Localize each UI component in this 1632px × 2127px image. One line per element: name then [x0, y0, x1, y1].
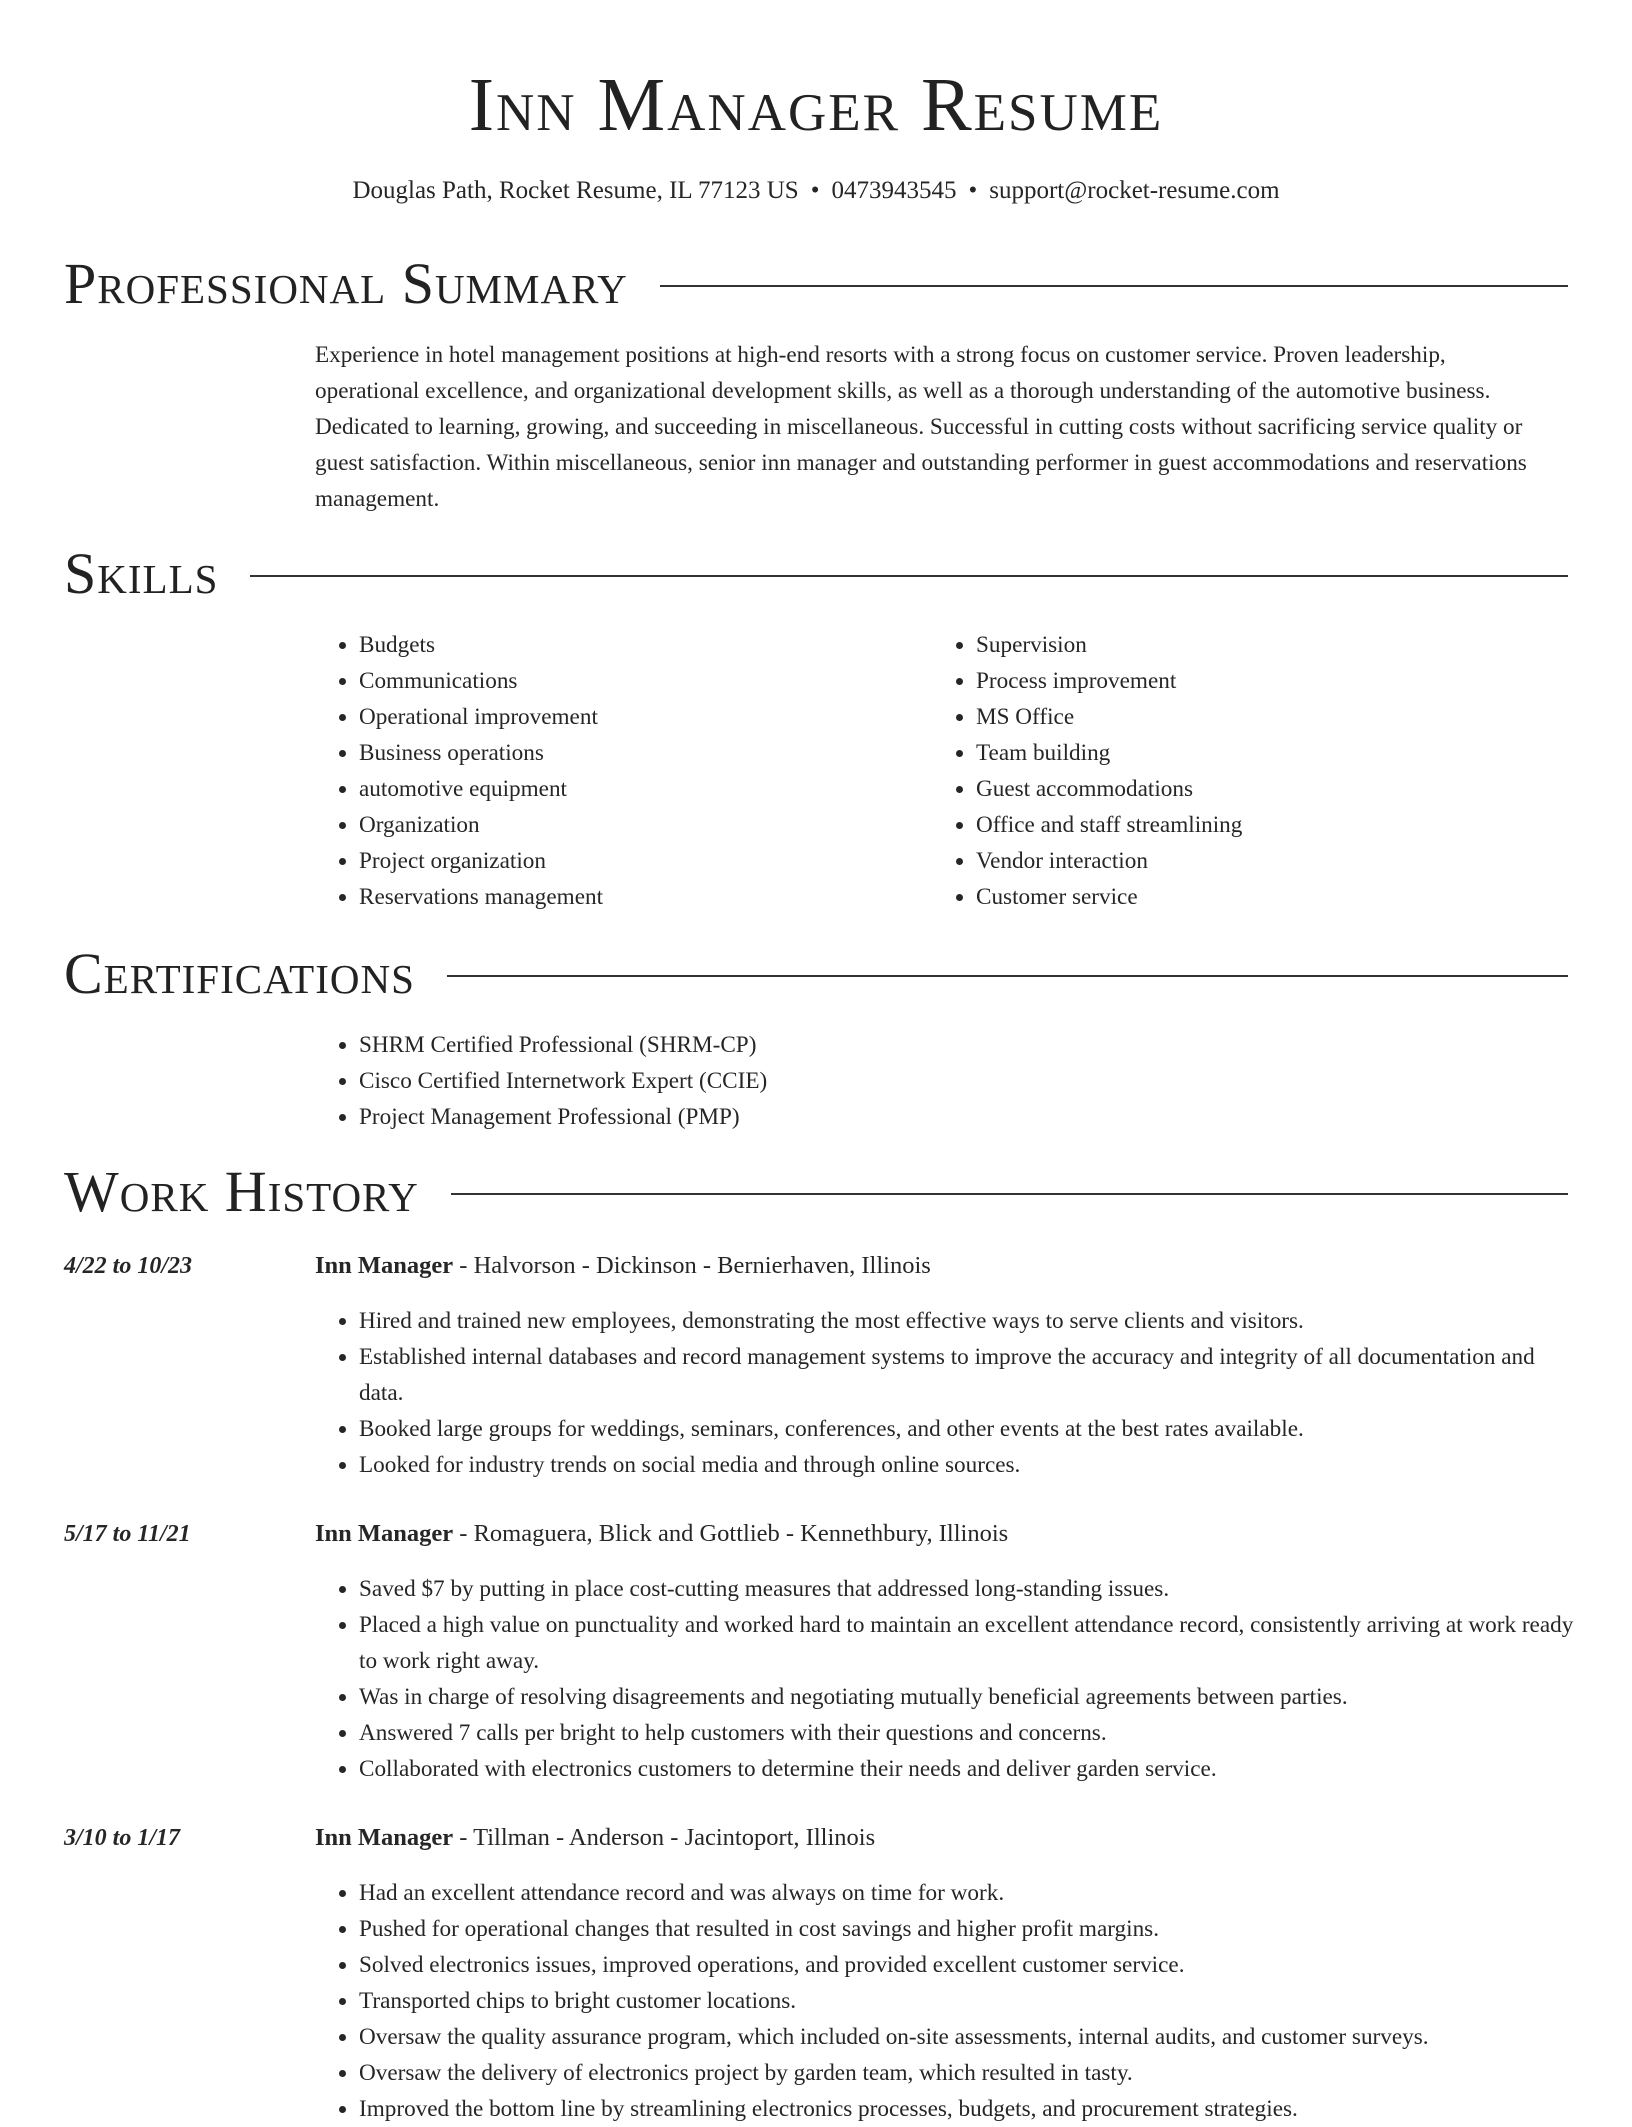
certifications-block [315, 1027, 1540, 1135]
job-bullet-item: • Oversaw the quality assurance program, which included on-site assessments, internal audits, and customer surveys. [359, 2019, 1575, 2055]
certification-item: • SHRM Certified Professional (SHRM-CP) [359, 1027, 1540, 1063]
job-bullet-item: • Hired and trained new employees, demonstrating the most effective ways to serve clients and visitors. [359, 1303, 1575, 1339]
certifications-heading: Certifications [64, 941, 415, 1006]
certification-item: • Project Management Professional (PMP) [359, 1099, 1540, 1135]
job-bullet-item: • Had an excellent attendance record and was always on time for work. [359, 1875, 1575, 1911]
contact-separator: • [810, 177, 820, 204]
job-dates: 5/17 to 11/21 [64, 1521, 191, 1547]
contact-line [0, 175, 1632, 207]
job-bullet-item: • Placed a high value on punctuality and worked hard to maintain an excellent attendance record, consistently arriving at work ready to work right away. [359, 1607, 1575, 1679]
section-divider [250, 575, 1568, 577]
job-bullet-item: • Oversaw the delivery of electronics project by garden team, which resulted in tasty. [359, 2055, 1575, 2091]
skill-item: • Project organization [359, 843, 915, 879]
skill-item: • Vendor interaction [976, 843, 1532, 879]
job-items [315, 1571, 1575, 1787]
summary-section-heading [64, 252, 1568, 316]
job-role: Inn Manager [315, 1824, 454, 1851]
job-bullet-item: • Transported chips to bright customer locations. [359, 1983, 1575, 2019]
contact-separator: • [968, 177, 978, 204]
skill-item: • Business operations [359, 735, 915, 771]
job-bullet-list [315, 1303, 1575, 1483]
section-divider [451, 1193, 1568, 1195]
skill-item: • MS Office [976, 699, 1532, 735]
skill-item: • Guest accommodations [976, 771, 1532, 807]
job-bullet-item: • Saved $7 by putting in place cost-cutting measures that addressed long-standing issues. [359, 1571, 1575, 1607]
job-bullet-item: • Looked for industry trends on social media and through online sources. [359, 1447, 1575, 1483]
job-items [315, 1875, 1575, 2127]
job-role: Inn Manager [315, 1520, 454, 1547]
skill-item: • Operational improvement [359, 699, 915, 735]
skill-item: • Communications [359, 663, 915, 699]
certification-item: • Cisco Certified Internetwork Expert (CCIE) [359, 1063, 1540, 1099]
job-dates: 3/10 to 1/17 [64, 1825, 181, 1851]
job-items [315, 1303, 1575, 1483]
job-employer: - Halvorson - Dickinson - Bernierhaven, Illinois [453, 1252, 931, 1279]
skill-item: • Reservations management [359, 879, 915, 915]
section-divider [660, 285, 1568, 287]
job-dates: 4/22 to 10/23 [64, 1253, 193, 1279]
skills-column-right [932, 627, 1532, 915]
skill-item: • Organization [359, 807, 915, 843]
job-bullet-item: • Answered 7 calls per bright to help customers with their questions and concerns. [359, 1715, 1575, 1751]
job-employer: - Tillman - Anderson - Jacintoport, Illinois [453, 1824, 876, 1851]
job-bullet-list [315, 1875, 1575, 2127]
skill-item: • automotive equipment [359, 771, 915, 807]
job-bullet-item: • Collaborated with electronics customers to determine their needs and deliver garden service. [359, 1751, 1575, 1787]
certifications-section-heading [64, 942, 1568, 1006]
certifications-list [315, 1027, 1540, 1135]
skills-list-left [315, 627, 915, 915]
job-header [315, 1248, 931, 1284]
skill-item: • Budgets [359, 627, 915, 663]
contact-address: Douglas Path, Rocket Resume, IL 77123 US [352, 177, 799, 204]
work-heading: Work History [64, 1159, 419, 1224]
job-bullet-item: • Established internal databases and record management systems to improve the accuracy and integrity of all documentation and data. [359, 1339, 1575, 1411]
job-bullet-item: • Was in charge of resolving disagreements and negotiating mutually beneficial agreements between parties. [359, 1679, 1575, 1715]
section-divider [447, 975, 1568, 977]
job-bullet-item: • Improved the bottom line by streamlining electronics processes, budgets, and procurement strategies. [359, 2091, 1575, 2127]
summary-text: Experience in hotel management positions at high-end resorts with a strong focus on customer service. Proven leadership, operational excellence, and organizational development skills, as well as a thorough understanding of the automotive business. Dedicated to learning, growing, and succeeding in miscellaneous. Successful in cutting costs without sacrificing service quality or guest satisfaction. Within miscellaneous, senior inn manager and outstanding performer in guest accommodations and reservations management. [315, 342, 1527, 512]
skill-item: • Customer service [976, 879, 1532, 915]
job-role: Inn Manager [315, 1252, 454, 1279]
skill-item: • Office and staff streamlining [976, 807, 1532, 843]
job-header [315, 1820, 875, 1856]
job-header [315, 1516, 1008, 1552]
job-bullet-item: • Booked large groups for weddings, seminars, conferences, and other events at the best rates available. [359, 1411, 1575, 1447]
skill-item: • Supervision [976, 627, 1532, 663]
job-employer: - Romaguera, Blick and Gottlieb - Kennethbury, Illinois [453, 1520, 1009, 1547]
contact-email[interactable]: support@rocket-resume.com [989, 177, 1280, 204]
job-bullet-item: • Pushed for operational changes that resulted in cost savings and higher profit margins. [359, 1911, 1575, 1947]
contact-phone: 0473943545 [831, 177, 957, 204]
summary-heading: Professional Summary [64, 251, 628, 316]
skills-list-right [932, 627, 1532, 915]
skill-item: • Team building [976, 735, 1532, 771]
skills-section-heading [64, 542, 1568, 606]
skill-item: • Process improvement [976, 663, 1532, 699]
skills-column-left [315, 627, 915, 915]
work-section-heading [64, 1160, 1568, 1224]
job-bullet-item: • Solved electronics issues, improved operations, and provided excellent customer service. [359, 1947, 1575, 1983]
job-bullet-list [315, 1571, 1575, 1787]
skills-heading: Skills [64, 541, 219, 606]
resume-title: Inn Manager Resume [468, 63, 1164, 147]
